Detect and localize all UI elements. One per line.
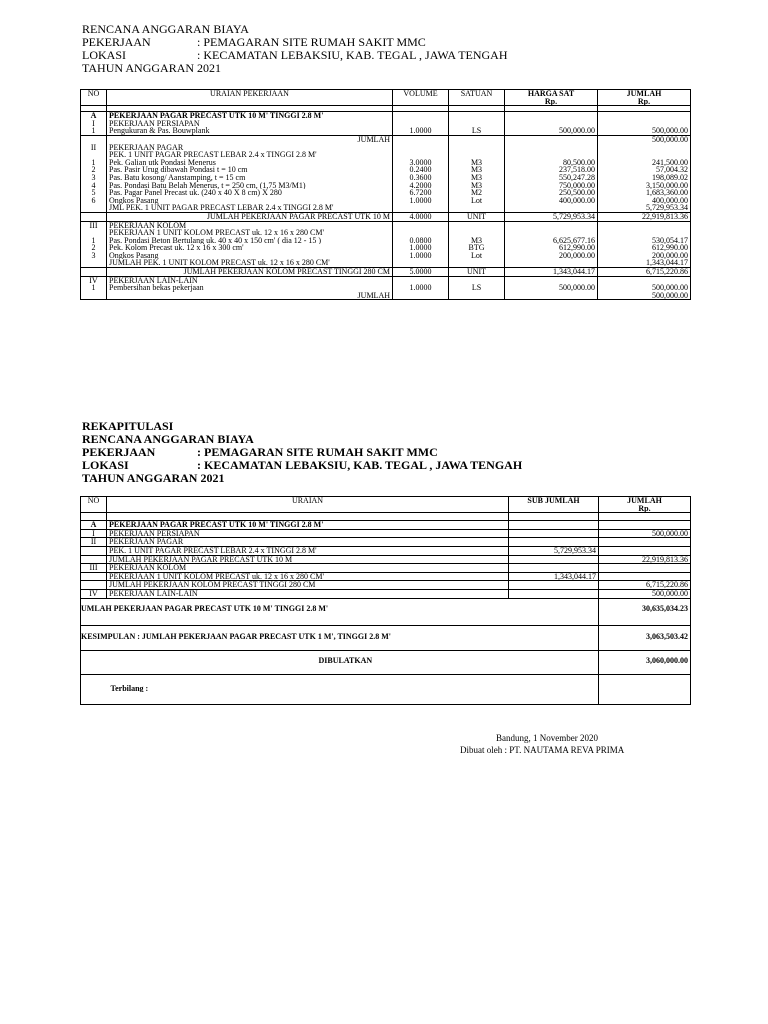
- row-no: [81, 229, 107, 237]
- rekap-row-uraian: PEKERJAAN PERSIAPAN: [107, 529, 509, 538]
- row-jumlah: 500,000.00: [598, 284, 691, 292]
- row-harga: [505, 292, 598, 300]
- row-jumlah: 198,089.02: [598, 174, 691, 182]
- rekap-row-uraian: PEKERJAAN 1 UNIT KOLOM PRECAST uk. 12 x 16 x 280 CM': [107, 572, 509, 581]
- row-no: 2: [91, 166, 96, 174]
- row-jumlah: [598, 112, 691, 120]
- row-no: [81, 268, 107, 277]
- row-jumlah: [598, 276, 691, 284]
- row-harga: 1,343,044.17: [505, 268, 598, 277]
- place-date: Bandung, 1 November 2020: [496, 733, 598, 743]
- row-uraian: PEK. 1 UNIT PAGAR PRECAST LEBAR 2.4 x TINGGI 2.8 M': [107, 151, 393, 159]
- row-harga: [505, 112, 598, 120]
- row-volume: 5.0000: [393, 268, 449, 277]
- row-volume: 6.7200: [393, 189, 449, 197]
- rekap-row-sub: [509, 555, 599, 564]
- row-jumlah: [598, 229, 691, 237]
- row-satuan: Lot: [449, 252, 505, 260]
- row-jumlah: 400,000.00: [598, 197, 691, 205]
- row-satuan: M2: [449, 189, 505, 197]
- dibulatkan-row: [81, 657, 691, 665]
- header-rab: [82, 23, 508, 75]
- row-harga: 500,000.00: [505, 284, 598, 292]
- table-row: [81, 259, 691, 267]
- row-harga: [505, 229, 598, 237]
- kesimpulan-value: 3,063,503.42: [599, 633, 691, 641]
- row-satuan: UNIT: [449, 268, 505, 277]
- row-uraian: Pembersihan bekas pekerjaan: [107, 284, 393, 292]
- rekap-row: [81, 555, 691, 564]
- row-satuan: M3: [449, 174, 505, 182]
- row-jumlah: 530,054.17: [598, 237, 691, 245]
- row-no: I: [92, 119, 95, 128]
- rekap-row-sub: 5,729,953.34: [509, 546, 599, 555]
- dibulatkan-label: DIBULATKAN: [318, 657, 373, 665]
- row-uraian: Pas. Batu kosong/ Aanstamping, t = 15 cm: [107, 174, 393, 182]
- row-no: 1: [91, 158, 96, 167]
- rekap-row-jumlah: [599, 546, 691, 555]
- row-volume: 1.0000: [393, 127, 449, 135]
- row-satuan: BTG: [449, 244, 505, 252]
- row-satuan: [449, 120, 505, 128]
- table-row: [81, 237, 691, 245]
- row-harga: 80,500.00: [505, 159, 598, 167]
- rekap-row-no: II: [81, 538, 107, 547]
- row-jumlah: [598, 151, 691, 159]
- rekap-row: [81, 538, 691, 547]
- rekap-row-no: IV: [81, 589, 107, 598]
- row-uraian: JUMLAH PEKERJAAN KOLOM PRECAST TINGGI 280 CM: [107, 268, 393, 277]
- table-row: [81, 212, 691, 221]
- rekap-row-sub: [509, 521, 599, 530]
- rekap-row-jumlah: 22,919,813.36: [599, 555, 691, 564]
- row-no: [81, 204, 107, 212]
- row-volume: 1.0000: [393, 244, 449, 252]
- row-no: 6: [91, 196, 96, 205]
- col-header-jumlah: [598, 90, 691, 106]
- row-volume: [393, 151, 449, 159]
- table-row: [81, 229, 691, 237]
- row-harga: [505, 221, 598, 229]
- rekap-row-jumlah: [599, 521, 691, 530]
- row-uraian: PEKERJAAN KOLOM: [107, 221, 393, 229]
- terbilang-label: Terbilang :: [110, 684, 149, 693]
- row-jumlah: 200,000.00: [598, 252, 691, 260]
- row-uraian: JML PEK. 1 UNIT PAGAR PRECAST LEBAR 2.4 x TINGGI 2.8 M': [107, 204, 393, 212]
- row-uraian: Pek. Kolom Precast uk. 12 x 16 x 300 cm': [107, 244, 393, 252]
- rekap-row: [81, 564, 691, 573]
- spacer-row: [81, 598, 691, 605]
- row-volume: 1.0000: [393, 284, 449, 292]
- total-label: UMLAH PEKERJAAN PAGAR PRECAST UTK 10 M' TINGGI 2.8 M': [81, 605, 329, 613]
- row-jumlah: 500,000.00: [598, 292, 691, 300]
- row-jumlah: 612,990.00: [598, 244, 691, 252]
- rekap-row-no: I: [81, 529, 107, 538]
- table-row: [81, 292, 691, 300]
- rekap-pekerjaan-value: : PEMAGARAN SITE RUMAH SAKIT MMC: [197, 445, 438, 459]
- rekap-row-uraian: PEKERJAAN KOLOM: [107, 564, 509, 573]
- table-row: [81, 268, 691, 277]
- row-satuan: [449, 151, 505, 159]
- table-row: [81, 120, 691, 128]
- rekap-row-sub: [509, 589, 599, 598]
- spacer-row: [81, 675, 691, 685]
- rab-table: [80, 89, 691, 300]
- row-harga: 237,518.00: [505, 166, 598, 174]
- row-no: 1: [91, 236, 96, 245]
- row-no: 3: [91, 251, 96, 260]
- row-satuan: [449, 144, 505, 152]
- made-by: Dibuat oleh : PT. NAUTAMA REVA PRIMA: [460, 745, 625, 755]
- row-no: 1: [91, 284, 96, 292]
- row-satuan: M3: [449, 237, 505, 245]
- table-row: [81, 197, 691, 205]
- rekap-row-sub: [509, 564, 599, 573]
- rekap-row-sub: 1,343,044.17: [509, 572, 599, 581]
- row-jumlah: 500,000.00: [598, 127, 691, 135]
- rekap-row-no: [81, 555, 107, 564]
- row-harga: [505, 276, 598, 284]
- col-header-no: NO: [81, 90, 107, 106]
- row-harga: 500,000.00: [505, 127, 598, 135]
- row-harga: [505, 204, 598, 212]
- row-volume: 0.2400: [393, 166, 449, 174]
- row-jumlah: 57,004.32: [598, 166, 691, 174]
- tahun-anggaran: TAHUN ANGGARAN 2021: [82, 61, 222, 75]
- rekap-row-uraian: JUMLAH PEKERJAAN PAGAR PRECAST UTK 10 M: [107, 555, 509, 564]
- row-jumlah: 500,000.00: [598, 135, 691, 143]
- row-no: II: [90, 143, 97, 152]
- row-volume: [393, 259, 449, 267]
- row-no: [81, 151, 107, 159]
- row-volume: 0.0800: [393, 237, 449, 245]
- row-no: 5: [91, 189, 96, 197]
- row-harga: 550,247.28: [505, 174, 598, 182]
- row-harga: 250,500.00: [505, 189, 598, 197]
- doc-title: RENCANA ANGGARAN BIAYA: [82, 22, 249, 36]
- spacer-row: [81, 626, 691, 633]
- row-volume: [393, 112, 449, 120]
- row-uraian: Ongkos Pasang: [107, 252, 393, 260]
- row-jumlah: 5,729,953.34: [598, 204, 691, 212]
- row-jumlah: [598, 144, 691, 152]
- row-volume: [393, 204, 449, 212]
- rekap-row-uraian: PEK. 1 UNIT PAGAR PRECAST LEBAR 2.4 x TINGGI 2.8 M': [107, 546, 509, 555]
- col-header-volume: VOLUME: [393, 90, 449, 106]
- table-row: [81, 252, 691, 260]
- row-harga: [505, 120, 598, 128]
- rekap-header-row: [81, 497, 691, 513]
- kesimpulan-label: KESIMPULAN : JUMLAH PEKERJAAN PAGAR PRECAST UTK 1 M', TINGGI 2.8 M': [81, 632, 392, 641]
- header-rekapitulasi: [82, 420, 522, 485]
- rekap-col-jumlah: [599, 497, 691, 513]
- row-harga: [505, 259, 598, 267]
- rekap-row: [81, 521, 691, 530]
- rekap-row-no: A: [81, 521, 107, 530]
- row-no: III: [89, 221, 98, 230]
- row-volume: 4.2000: [393, 182, 449, 190]
- row-jumlah: 6,715,220.86: [598, 268, 691, 277]
- row-volume: [393, 120, 449, 128]
- rekap-jumlah-label: JUMLAH: [627, 496, 662, 505]
- row-volume: [393, 144, 449, 152]
- rekap-lokasi-value: : KECAMATAN LEBAKSIU, KAB. TEGAL , JAWA TENGAH: [197, 458, 523, 472]
- row-harga: 400,000.00: [505, 197, 598, 205]
- rekap-row: [81, 581, 691, 590]
- lokasi-label: LOKASI: [82, 48, 126, 62]
- rekap-row-uraian: PEKERJAAN PAGAR: [107, 538, 509, 547]
- row-volume: 1.0000: [393, 252, 449, 260]
- row-volume: 1.0000: [393, 197, 449, 205]
- row-jumlah: [598, 221, 691, 229]
- row-satuan: [449, 276, 505, 284]
- kesimpulan-row: [81, 633, 691, 641]
- row-harga: 200,000.00: [505, 252, 598, 260]
- row-uraian: JUMLAH: [107, 292, 393, 300]
- table-row: [81, 127, 691, 135]
- table-row: [81, 151, 691, 159]
- row-volume: [393, 292, 449, 300]
- row-uraian: Pek. Galian utk Pondasi Menerus: [107, 159, 393, 167]
- row-satuan: M3: [449, 159, 505, 167]
- row-no: [81, 259, 107, 267]
- row-satuan: [449, 112, 505, 120]
- row-satuan: [449, 221, 505, 229]
- row-satuan: [449, 135, 505, 143]
- jumlah-rp-label: Rp.: [637, 96, 651, 106]
- rekap-row-jumlah: [599, 572, 691, 581]
- row-harga: 5,729,953.34: [505, 212, 598, 221]
- row-satuan: [449, 229, 505, 237]
- row-no: 3: [91, 173, 96, 182]
- rekap-jumlah-rp: Rp.: [638, 503, 651, 513]
- spacer-row: [81, 640, 691, 650]
- row-volume: 3.0000: [393, 159, 449, 167]
- row-harga: [505, 144, 598, 152]
- row-no: 2: [91, 244, 96, 252]
- rekap-lokasi-label: LOKASI: [82, 458, 129, 472]
- row-satuan: [449, 259, 505, 267]
- row-uraian: PEKERJAAN LAIN-LAIN: [107, 276, 393, 284]
- row-satuan: M3: [449, 166, 505, 174]
- lokasi-value: : KECAMATAN LEBAKSIU, KAB. TEGAL , JAWA TENGAH: [197, 48, 508, 62]
- row-no: A: [90, 111, 97, 120]
- table-header-row: [81, 90, 691, 106]
- row-no: 4: [91, 181, 96, 190]
- rekap-row-no: [81, 572, 107, 581]
- row-uraian: PEKERJAAN PERSIAPAN: [107, 120, 393, 128]
- table-row: [81, 135, 691, 143]
- rekap-row-uraian: PEKERJAAN PAGAR PRECAST UTK 10 M' TINGGI 2.8 M': [107, 521, 509, 530]
- row-uraian: Pengukuran & Pas. Bouwplank: [107, 127, 393, 135]
- rekap-tahun-anggaran: TAHUN ANGGARAN 2021: [82, 471, 225, 485]
- rekap-row: [81, 529, 691, 538]
- row-uraian: Pas. Pondasi Beton Bertulang uk. 40 x 40 x 150 cm' ( dia 12 - 15 ): [107, 237, 393, 245]
- dibulatkan-value: 3,060,000.00: [599, 657, 691, 665]
- row-volume: [393, 221, 449, 229]
- table-row: [81, 112, 691, 120]
- row-no: [81, 212, 107, 221]
- rekap-row-jumlah: [599, 564, 691, 573]
- pekerjaan-value: : PEMAGARAN SITE RUMAH SAKIT MMC: [197, 35, 426, 49]
- table-row: [81, 174, 691, 182]
- row-satuan: LS: [449, 284, 505, 292]
- row-volume: [393, 135, 449, 143]
- row-harga: [505, 135, 598, 143]
- total-value: 30,635,034.23: [599, 605, 691, 613]
- row-volume: [393, 229, 449, 237]
- row-satuan: UNIT: [449, 212, 505, 221]
- row-no: IV: [89, 276, 98, 285]
- rekap-row-uraian: PEKERJAAN LAIN-LAIN: [107, 589, 509, 598]
- row-volume: [393, 276, 449, 284]
- table-row: [81, 276, 691, 284]
- rekap-summary: [81, 598, 691, 704]
- row-harga: 612,990.00: [505, 244, 598, 252]
- row-uraian: JUMLAH PEK. 1 UNIT KOLOM PRECAST uk. 12 x 16 x 280 CM': [107, 259, 393, 267]
- rekap-table: [80, 496, 691, 705]
- row-jumlah: 3,150,000.00: [598, 182, 691, 190]
- rekap-header-spacer: [81, 513, 691, 521]
- row-harga: [505, 151, 598, 159]
- table-row: [81, 204, 691, 212]
- table-row: [81, 221, 691, 229]
- table-row: [81, 182, 691, 190]
- row-volume: 0.3600: [393, 174, 449, 182]
- rekap-title: REKAPITULASI: [82, 419, 174, 433]
- row-jumlah: [598, 120, 691, 128]
- col-header-harga: [505, 90, 598, 106]
- row-volume: 4.0000: [393, 212, 449, 221]
- row-harga: 750,000.00: [505, 182, 598, 190]
- row-no: [81, 135, 107, 143]
- row-jumlah: 1,683,360.00: [598, 189, 691, 197]
- row-jumlah: 1,343,044.17: [598, 259, 691, 267]
- row-harga: 6,625,677.16: [505, 237, 598, 245]
- rekap-row-jumlah: 500,000.00: [599, 589, 691, 598]
- rekap-subtitle: RENCANA ANGGARAN BIAYA: [82, 432, 254, 446]
- total-row: [81, 605, 691, 613]
- table-row: [81, 144, 691, 152]
- col-header-uraian: URAIAN PEKERJAAN: [107, 90, 393, 106]
- row-uraian: JUMLAH PEKERJAAN PAGAR PRECAST UTK 10 M: [107, 212, 393, 221]
- row-satuan: Lot: [449, 197, 505, 205]
- rekap-row: [81, 572, 691, 581]
- table-row: [81, 244, 691, 252]
- table-row: [81, 159, 691, 167]
- row-uraian: PEKERJAAN PAGAR: [107, 144, 393, 152]
- rekap-row-jumlah: 500,000.00: [599, 529, 691, 538]
- rekap-row-uraian: JUMLAH PEKERJAAN KOLOM PRECAST TINGGI 280 CM: [107, 581, 509, 590]
- row-satuan: [449, 292, 505, 300]
- row-uraian: JUMLAH: [107, 135, 393, 143]
- rekap-pekerjaan-label: PEKERJAAN: [82, 445, 156, 459]
- row-uraian: Pas. Pasir Urug dibawah Pondasi t = 10 cm: [107, 166, 393, 174]
- spacer-row: [81, 650, 691, 657]
- row-no: 1: [81, 127, 107, 135]
- rekap-row: [81, 546, 691, 555]
- row-uraian: Pas. Pondasi Batu Belah Menerus, t = 250 cm, (1,75 M3/M1): [107, 182, 393, 190]
- rekap-row: [81, 589, 691, 598]
- rekap-col-sub: SUB JUMLAH: [509, 497, 599, 513]
- rekap-row-sub: [509, 529, 599, 538]
- rekap-row-no: [81, 581, 107, 590]
- row-satuan: LS: [449, 127, 505, 135]
- row-jumlah: 22,919,813.36: [598, 212, 691, 221]
- row-no: [81, 292, 107, 300]
- rekap-row-sub: [509, 581, 599, 590]
- row-uraian: PEKERJAAN 1 UNIT KOLOM PRECAST uk. 12 x 16 x 280 CM': [107, 229, 393, 237]
- row-uraian: Pas. Pagar Panel Precast uk. (240 x 40 X 8 cm) X 280: [107, 189, 393, 197]
- rekap-row-jumlah: [599, 538, 691, 547]
- rekap-col-no: NO: [81, 497, 107, 513]
- spacer-row: [81, 665, 691, 675]
- row-satuan: M3: [449, 182, 505, 190]
- rekap-row-sub: [509, 538, 599, 547]
- col-header-satuan: SATUAN: [449, 90, 505, 106]
- row-satuan: [449, 204, 505, 212]
- harga-sat-label: HARGA SAT: [527, 89, 575, 98]
- pekerjaan-label: PEKERJAAN: [82, 35, 151, 49]
- row-jumlah: 241,500.00: [598, 159, 691, 167]
- table-row: [81, 166, 691, 174]
- table-row: [81, 189, 691, 197]
- jumlah-label: JUMLAH: [626, 89, 662, 98]
- rab-table-body: [81, 112, 691, 300]
- terbilang-row: [81, 685, 691, 693]
- rekap-row-no: III: [81, 564, 107, 573]
- rekap-row-no: [81, 546, 107, 555]
- rekap-table-body: [81, 521, 691, 598]
- spacer-row: [81, 613, 691, 626]
- rekap-row-jumlah: 6,715,220.86: [599, 581, 691, 590]
- table-row: [81, 284, 691, 292]
- rekap-col-uraian: URAIAN: [107, 497, 509, 513]
- harga-rp-label: Rp.: [544, 96, 558, 106]
- spacer-row: [81, 692, 691, 704]
- row-uraian: Ongkos Pasang: [107, 197, 393, 205]
- row-uraian: PEKERJAAN PAGAR PRECAST UTK 10 M' TINGGI 2.8 M': [107, 112, 393, 120]
